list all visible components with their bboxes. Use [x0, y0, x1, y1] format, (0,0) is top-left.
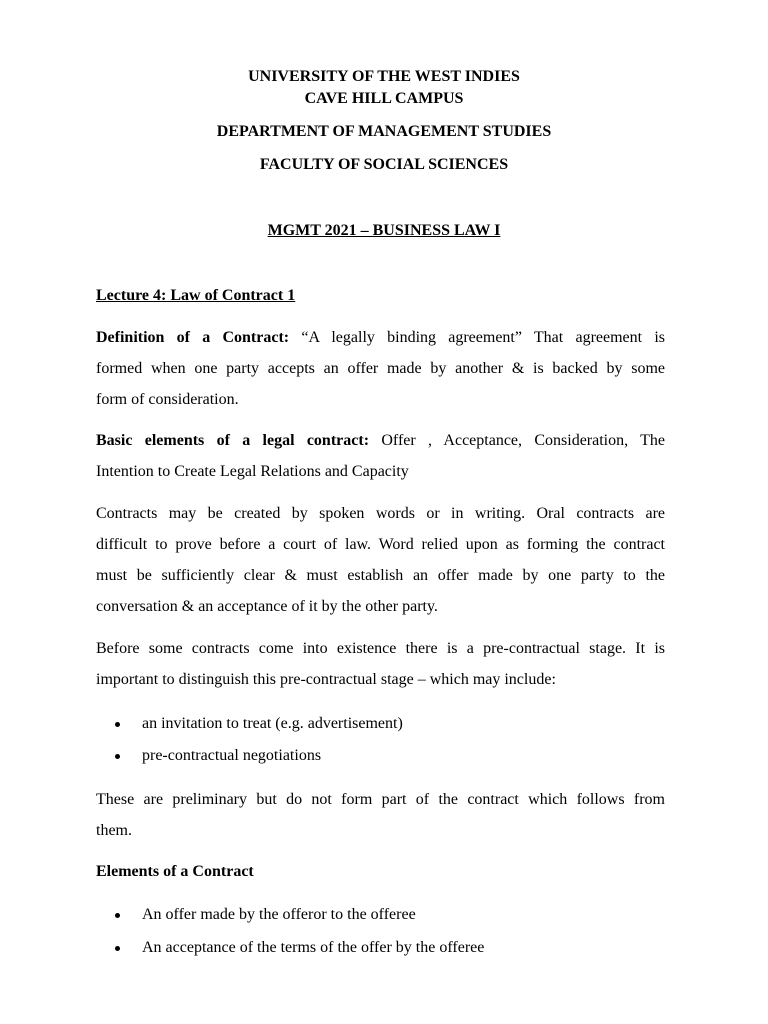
- preliminary-line-2: them.: [96, 822, 132, 839]
- list-item-text: An offer made by the offeror to the offeree: [142, 906, 416, 923]
- campus-name: CAVE HILL CAMPUS: [304, 90, 464, 107]
- precontract-line-2: important to distinguish this pre-contractual stage – which may include:: [96, 671, 556, 688]
- preliminary-line-1: These are preliminary but do not form part of the contract which follows from: [96, 791, 665, 808]
- precontract-line-1: Before some contracts come into existence there is a pre-contractual stage. It is: [96, 640, 665, 657]
- basic-elements-line-2: Intention to Create Legal Relations and Capacity: [96, 463, 409, 480]
- definition-label: Definition of a Contract:: [96, 329, 290, 346]
- basic-elements-paragraph: [96, 425, 665, 487]
- contracts-line-2: difficult to prove before a court of law. Word relied upon as forming the contract: [96, 536, 665, 553]
- bullet-icon: [115, 754, 120, 759]
- contracts-line-3: must be sufficiently clear & must establish an offer made by one party to the: [96, 567, 665, 584]
- definition-line-1-text: “A legally binding agreement” That agreement is: [301, 329, 665, 346]
- list-item-text: an invitation to treat (e.g. advertisement): [142, 715, 403, 732]
- preliminary-paragraph: [96, 784, 665, 846]
- university-name: UNIVERSITY OF THE WEST INDIES: [248, 68, 520, 85]
- bullet-icon: [115, 946, 120, 951]
- basic-elements-line-1: [96, 425, 665, 456]
- definition-line-2: formed when one party accepts an offer made by another & is backed by some: [96, 360, 665, 377]
- contracts-line-1: Contracts may be created by spoken words or in writing. Oral contracts are: [96, 505, 665, 522]
- elements-heading: Elements of a Contract: [96, 863, 254, 880]
- definition-line-1: [96, 322, 665, 353]
- definition-line-3: form of consideration.: [96, 391, 239, 408]
- bullet-icon: [115, 722, 120, 727]
- basic-elements-line-1-text: Offer , Acceptance, Consideration, The: [381, 432, 666, 449]
- contracts-line-4: conversation & an acceptance of it by the other party.: [96, 598, 438, 615]
- lecture-title: Lecture 4: Law of Contract 1: [96, 287, 296, 304]
- definition-paragraph: [96, 322, 665, 415]
- basic-elements-label: Basic elements of a legal contract:: [96, 432, 370, 449]
- contracts-paragraph: [96, 498, 665, 622]
- precontract-paragraph: [96, 633, 665, 695]
- list-item-text: An acceptance of the terms of the offer by the offeree: [142, 939, 485, 956]
- bullet-icon: [115, 913, 120, 918]
- faculty-name: FACULTY OF SOCIAL SCIENCES: [259, 156, 509, 173]
- course-title: MGMT 2021 – BUSINESS LAW I: [267, 222, 501, 239]
- list-item-text: pre-contractual negotiations: [142, 747, 322, 764]
- department-name: DEPARTMENT OF MANAGEMENT STUDIES: [216, 123, 552, 140]
